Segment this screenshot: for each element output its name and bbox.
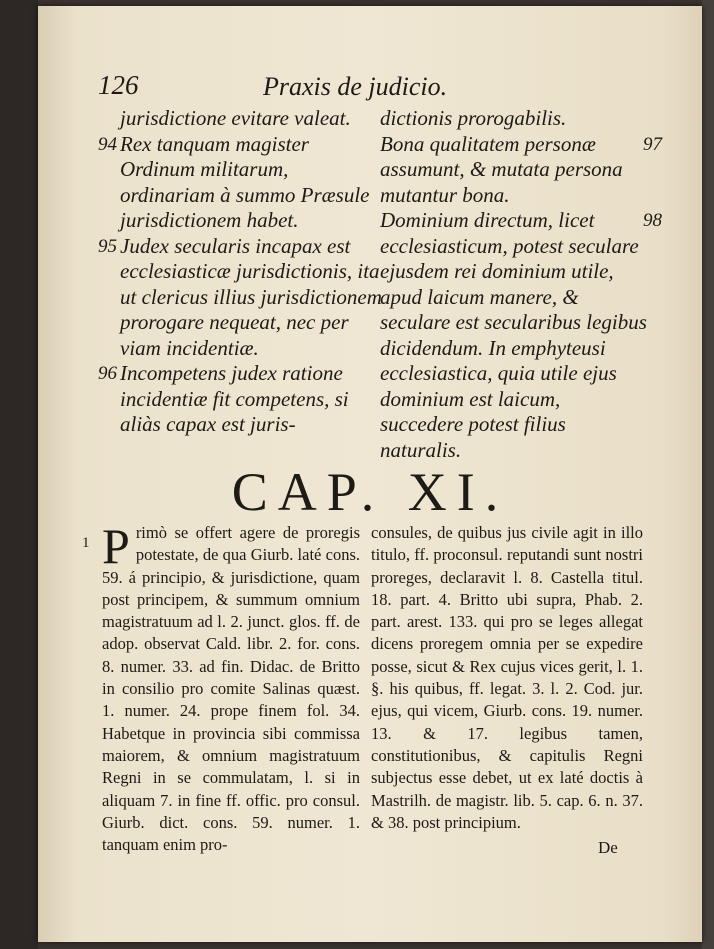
summary-item [380, 106, 648, 132]
scan-background-right [702, 0, 714, 949]
summary-text: jurisdictione evitare valeat. [120, 106, 351, 130]
summary-number: 97 [643, 133, 662, 155]
summary-number: 95 [98, 235, 117, 257]
book-page [38, 6, 702, 942]
body-column-right [371, 522, 643, 834]
summary-text: Rex tanquam magister Ordinum militarum, ordinariam à summo Præsule jurisdictionem habet. [120, 131, 370, 232]
summary-number: 98 [643, 210, 662, 231]
summary-item [380, 131, 662, 209]
summary-column-left [98, 106, 382, 438]
summary-column-right [380, 106, 662, 463]
summary-item [98, 131, 382, 234]
scan-background-left [0, 0, 38, 949]
page-number: 126 [98, 70, 139, 100]
summary-item [380, 208, 662, 463]
running-head [98, 70, 658, 110]
summary-item [98, 361, 382, 438]
summary-number: 94 [98, 133, 117, 155]
chapter-heading: CAP. XI. [231, 462, 509, 522]
drop-cap: P [102, 518, 130, 574]
catchword: De [598, 838, 618, 857]
summary-number: 96 [98, 363, 117, 384]
summary-text: Bona qualitatem personæ assumunt, & mutata persona mutantur bona. [380, 131, 623, 207]
summary-text: Judex secularis incapax est ecclesiasticæ jurisdictionis, ita ut clericus illius jurisdictionem prorogare nequeat, nec per viam incidentiæ. [120, 233, 382, 360]
summary-text: Incompetens judex ratione incidentiæ fit competens, si aliàs capax est juris- [120, 361, 349, 436]
running-title: Praxis de judicio. [263, 72, 448, 101]
summary-text: dictionis prorogabilis. [380, 106, 567, 130]
summary-item [120, 106, 382, 132]
body-text-right: consules, de quibus jus civile agit in illo titulo, ff. proconsul. reputandi sunt nostri proreges, declaravit l. 8. Castella titul. 18. part. 4. Britto ubi supra, Phab. 2. part. arest. 133. qui pro se leges allegat dicens proregem omnia per se expedire posse, sicut & Rex cujus vices gerit, l. 1. §. his quibus, ff. legat. 3. l. 2. Cod. jur. ejus, qui vicem, Giurb. cons. 19. numer. 13. & 17. legibus tamen, constitutionibus, & capitulis Regni subjectus esse debet, ut ex laté doctis à Mastrilh. de magistr. lib. 5. cap. 6. n. 37. & 38. post principium. [371, 523, 643, 832]
summary-text: Dominium directum, licet ecclesiasticum, potest seculare ejusdem rei dominium utile, apud laicum manere, & seculare est secularibus legibus dicidendum. In emphyteusi ecclesiastica, quia utile ejus dominium est laicum, succedere potest filius naturalis. [380, 208, 647, 462]
summary-item [98, 233, 382, 362]
paragraph-number: 1 [82, 535, 90, 551]
body-column-left [82, 518, 360, 856]
body-text-left: rimò se offert agere de proregis potestate, de qua Giurb. laté cons. 59. á principio, & jurisdictione, quam post principem, & summum omnium magistratuum ad l. 2. junct. glos. ff. de adop. observat Cald. libr. 2. for. cons. 8. numer. 33. ad fin. Didac. de Britto in consilio pro comite Salinas quæst. 1. numer. 24. prope finem fol. 34. Habetque in provincia sibi commissa maiorem, & omnium magistratuum Regni in se commulatam, l. si in aliquam 7. in fine ff. offic. pro consul. Giurb. dict. cons. 59. numer. 1. tanquam enim pro- [102, 523, 360, 855]
